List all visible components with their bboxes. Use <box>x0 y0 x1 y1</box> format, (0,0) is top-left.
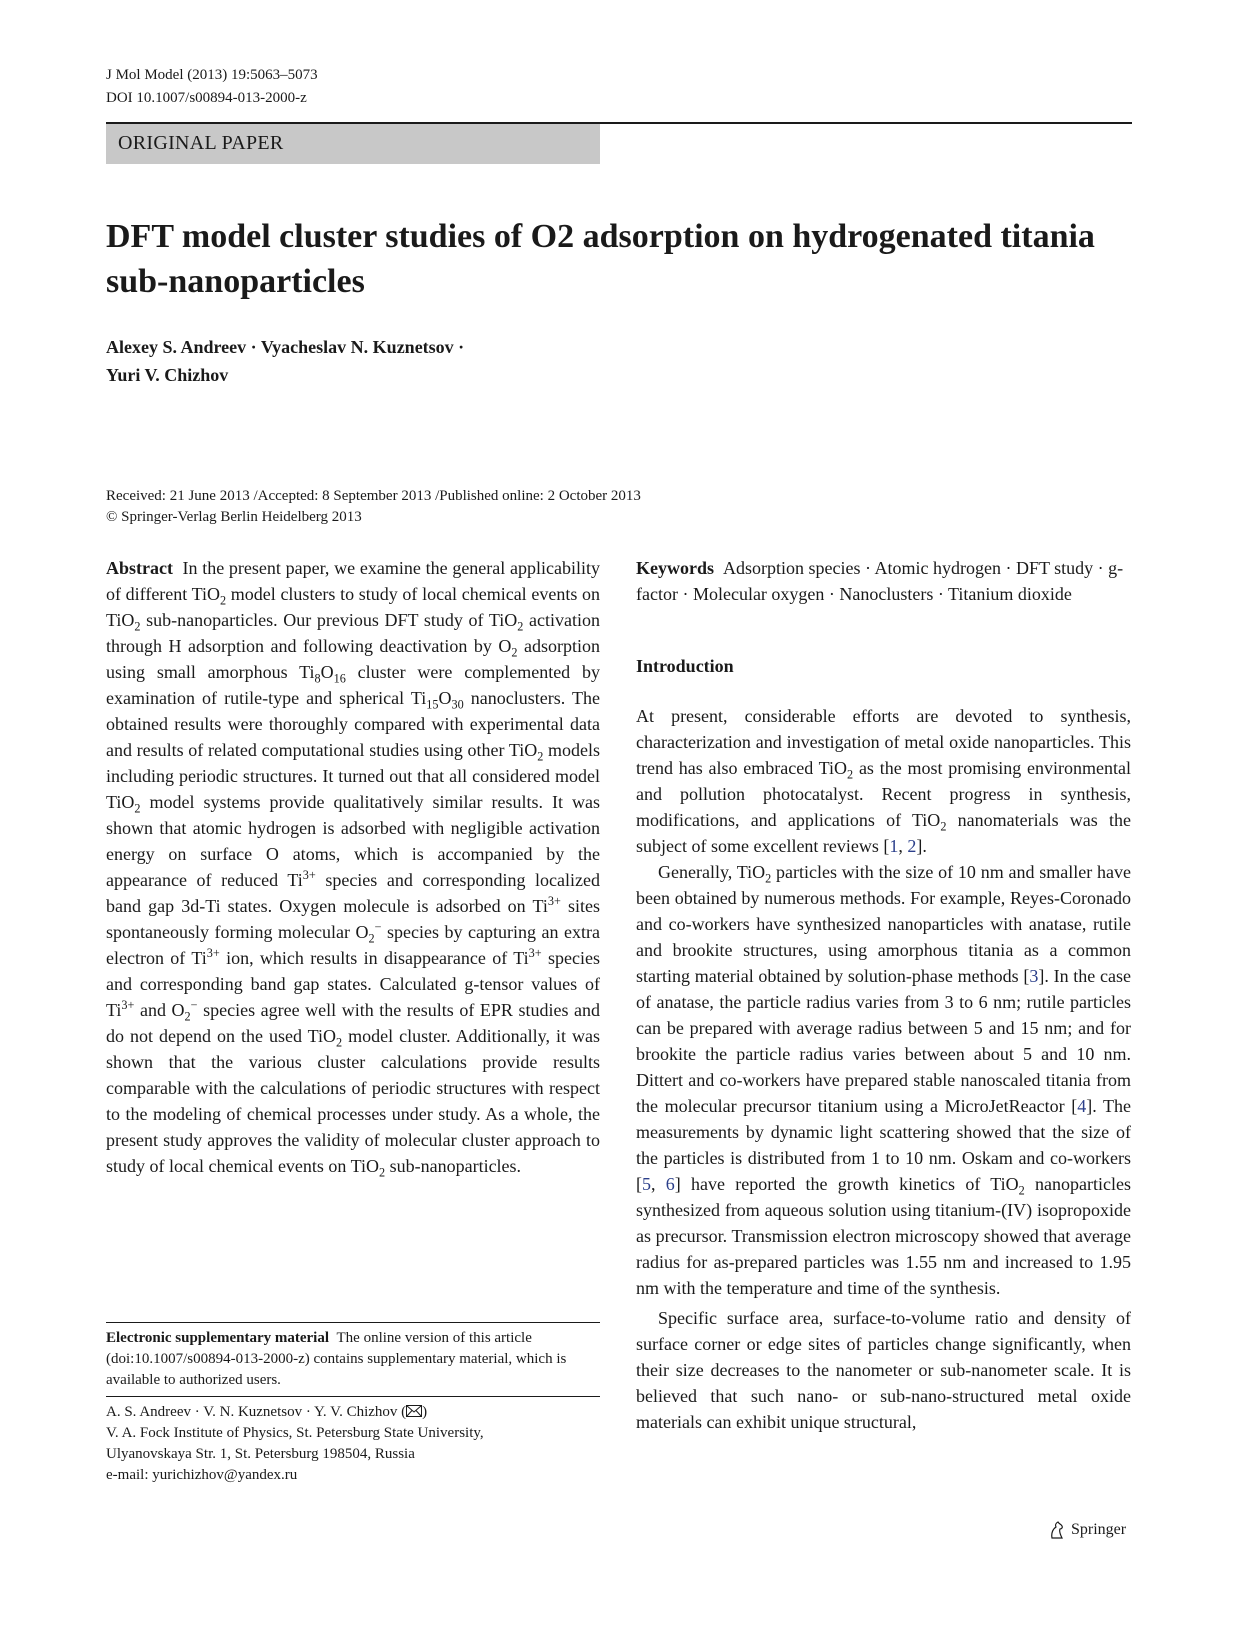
article-type-band <box>106 124 600 164</box>
author-email[interactable]: e-mail: yurichizhov@yandex.ru <box>106 1467 298 1483</box>
publication-dates <box>106 486 641 528</box>
paper-title: DFT model cluster studies of O2 adsorption on hydrogenated titania sub-nanoparticles <box>106 218 1095 300</box>
abstract-text: Abstract In the present paper, we examine the general applicability of different TiO$_2$ model clusters to study of local chemical events on TiO$_2$ sub-nanoparticles. Our previous DFT study of TiO$_2$ activation through H adsorption and following deactivation by $O_2$ adsorption using small amorphous $Ti_8O_{16}$ cluster were complemented by examination of rutile-type and spherical $Ti_{15}O_{30}$ nanoclusters. The obtained results were thoroughly compared with experimental data and results of related computational studies using other TiO$_2$ models including periodic structures. It turned out that all considered model TiO$_2$ model systems provide qualitatively similar results. It was shown that atomic hydrogen is adsorbed with negligible activation energy on surface O atoms, which is accompanied by the appearance of reduced $Ti^{3+}$ species and corresponding localized band gap 3d-Ti states. Oxygen molecule is adsorbed on $Ti^{3+}$ sites spontaneously forming molecular $O_2^-$ species by capturing an extra electron of $Ti^{3+}$ ion, which results in disappearance of $Ti^{3+}$ species and corresponding band gap states. Calculated g-tensor values of $Ti^{3+}$ and $O_2^-$ species agree well with the results of EPR studies and do not depend on the used TiO$_2$ model cluster. Additionally, it was shown that the various cluster calculations provide results comparable with the calculations of periodic structures with respect to the modeling of chemical processes under study. As a whole, the present study approves the validity of molecular cluster approach to study of local chemical events on TiO$_2$ sub-nanoparticles. <box>106 558 600 1180</box>
article-type: ORIGINAL PAPER <box>118 132 284 154</box>
intro-paragraph-3: Specific surface area, surface-to-volume ratio and density of surface corner or edge sites of particles change significantly, when their size decreases to the nanometer or sub-nanometer scale. It is believed that such nano- or sub-nano-structured metal oxide materials can exhibit unique structural, <box>636 1308 1131 1432</box>
keywords-label: Keywords <box>636 558 714 578</box>
intro-paragraph-2: Generally, TiO$_2$ particles with the size of 10 nm and smaller have been obtained by numerous methods. For example, Reyes-Coronado and co-workers have synthesized nanoparticles with anatase, rutile and brookite structures, using amorphous titania as a common starting material obtained by solution-phase methods [3]. In the case of anatase, the particle radius varies from 3 to 6 nm; rutile particles can be prepared with average radius between 5 and 15 nm; and for brookite the particle radius varies between about 5 and 10 nm. Dittert and co-workers have prepared stable nanoscaled titania from the molecular precursor titanium using a MicroJetReactor [4]. The measurements by dynamic light scattering showed that the size of the particles is distributed from 1 to 10 nm. Oskam and co-workers [5, 6] have reported the growth kinetics of TiO$_2$ nanoparticles synthesized from aqueous solution using titanium-(IV) isopropoxide as precursor. Transmission electron microscopy showed that average radius for as-prepared particles was 1.55 nm and increased to 1.95 nm with the temperature and time of the synthesis. <box>636 862 1132 1298</box>
author-list <box>106 333 464 389</box>
esm-label: Electronic supplementary material <box>106 1330 330 1346</box>
keywords <box>636 555 1131 607</box>
publisher-name: Springer <box>1071 1521 1127 1538</box>
citation-link[interactable]: 6 <box>665 1174 675 1194</box>
envelope-icon <box>406 1405 422 1417</box>
journal-doi: DOI 10.1007/s00894-013-2000-z <box>106 90 307 106</box>
abstract-label: Abstract <box>106 558 173 578</box>
citation-link[interactable]: 3 <box>1029 966 1039 986</box>
affiliation-institute: V. A. Fock Institute of Physics, St. Petersburg State University, <box>106 1425 484 1441</box>
date-history: Received: 21 June 2013 /Accepted: 8 September 2013 /Published online: 2 October 2013 <box>106 488 641 504</box>
citation-link[interactable]: 4 <box>1077 1096 1087 1116</box>
esm-rule <box>106 1322 600 1323</box>
affiliation-authors: A. S. Andreev · V. N. Kuznetsov · Y. V. Chizhov ( ) <box>106 1404 428 1420</box>
authors-line-1: Alexey S. Andreev · Vyacheslav N. Kuznetsov · <box>106 337 465 357</box>
affiliation-address: Ulyanovskaya Str. 1, St. Petersburg 198504, Russia <box>106 1446 415 1462</box>
journal-citation: J Mol Model (2013) 19:5063–5073 <box>106 67 318 83</box>
affiliation-rule <box>106 1396 600 1397</box>
copyright: © Springer-Verlag Berlin Heidelberg 2013 <box>106 509 362 525</box>
citation-link[interactable]: 5 <box>642 1174 651 1194</box>
citation-link[interactable]: 1 <box>889 836 899 856</box>
right-column <box>636 555 1131 1435</box>
affiliation-block <box>106 1402 600 1486</box>
supplementary-note <box>106 1328 600 1391</box>
publisher-footer <box>1048 1520 1126 1540</box>
citation-link[interactable]: 2 <box>907 836 917 856</box>
springer-horse-icon <box>1048 1520 1066 1540</box>
intro-paragraph-1: At present, considerable efforts are devoted to synthesis, characterization and investigation of metal oxide nanoparticles. This trend has also embraced TiO$_2$ as the most promising environmental and pollution photocatalyst. Recent progress in synthesis, modifications, and applications of TiO$_2$ nanomaterials was the subject of some excellent reviews [1, 2]. <box>636 706 1131 856</box>
esm-text: The online version of this article (doi:10.1007/s00894-013-2000-z) contains supplementary material, which is available to authorized users. <box>106 1330 567 1388</box>
abstract-section <box>106 555 600 1179</box>
authors-line-2: Yuri V. Chizhov <box>106 365 229 385</box>
introduction-heading: Introduction <box>636 656 734 676</box>
journal-reference <box>106 64 318 110</box>
keywords-text: Adsorption species · Atomic hydrogen · DFT study · g-factor · Molecular oxygen · Nanoclusters · Titanium dioxide <box>636 558 1124 604</box>
